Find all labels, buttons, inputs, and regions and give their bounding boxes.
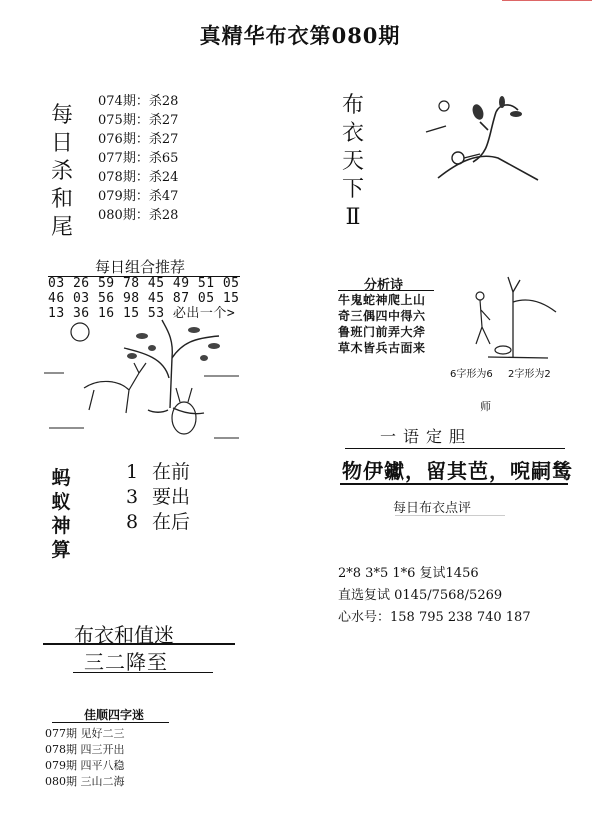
one-word-rule-bottom [340,483,568,485]
page-title: 真精华布衣第080期 [199,23,401,48]
daily-kill-label [48,102,76,242]
label-char: 下 [341,177,364,202]
shi-char: 师 [480,400,491,413]
jiashun-row: 078期 四三开出 [45,743,125,756]
moon-icon [71,323,89,341]
kill-row: 078期：杀24 [98,170,179,185]
tree-icon [438,105,538,180]
label-char: 和 [50,187,73,212]
shensuan-number: 8 [126,511,139,533]
shensuan-number: 1 [126,461,139,483]
analysis-poem-title: 分析诗 [364,278,404,293]
shensuan-text: 要出 [152,486,191,508]
poem-line: 奇三偶四中得六 [338,309,426,323]
tree-icon [488,277,556,358]
poem-line: 鲁班门前弄大斧 [338,325,426,339]
riddle-answer: 三二降至 [84,650,168,674]
recommendation-lines [338,563,531,629]
mayi-shensuan-label [48,466,74,562]
ground-lines [44,373,239,438]
combo-row: 03 26 59 78 45 49 51 05 [48,276,240,291]
jiashun-row: 077期 见好二三 [45,727,125,740]
poem-line: 牛鬼蛇神爬上山 [338,293,426,307]
analysis-poem-rule [338,290,434,291]
kill-row: 074期：杀28 [98,94,179,109]
recommend-line: 心水号：158 795 238 740 187 [338,610,531,625]
shensuan-row [126,485,190,510]
daily-review-title: 每日布衣点评 [393,501,472,516]
person-icon [476,292,511,354]
shensuan-number: 3 [126,486,139,508]
label-char: Ⅱ [345,205,361,230]
poem-line: 草木皆兵古面来 [338,341,426,355]
label-char: 天 [341,149,364,174]
figure-sketch-small [458,272,558,362]
kill-row: 076期：杀27 [98,132,179,147]
figure-sketch [418,92,542,188]
recommend-line: 2*8 3*5 1*6 复试1456 [338,566,479,581]
combo-rows [48,276,240,321]
label-char: 衣 [341,121,364,146]
one-word-text: 物伊钀，留其芭，唲嗣鸶 [342,459,573,483]
kill-row: 077期：杀65 [98,151,179,166]
corner-rule [502,0,592,1]
label-char: 蚁 [51,491,71,513]
jiashun-list [45,726,125,790]
jiashun-row: 079期 四平八稳 [45,759,125,772]
caption-two: 2字形为2 [508,369,551,380]
label-char: 蚂 [51,467,71,489]
rabbit-icon [172,388,196,434]
one-word-rule [345,448,565,449]
shensuan-text: 在后 [152,511,191,533]
riddle-rule [43,643,235,645]
combo-row: 46 03 56 98 45 87 05 15 [48,291,240,306]
shensuan-row [126,510,190,535]
deer-icon [84,363,146,413]
caption-six: 6字形为6 [450,369,493,380]
moon-icon [439,101,449,111]
label-char: 日 [50,131,73,156]
kill-row: 080期：杀28 [98,208,179,223]
daily-kill-list [98,92,178,225]
leaves-icon [471,96,522,121]
kill-row: 079期：杀47 [98,189,179,204]
label-char: 每 [50,103,73,128]
label-char: 布 [341,93,364,118]
combo-heading: 每日组合推荐 [95,258,186,276]
label-char: 尾 [50,215,73,240]
analysis-poem [338,292,426,356]
tree-animals-sketch [44,318,244,448]
jiashun-rule [52,722,169,723]
label-char: 神 [51,515,71,537]
daily-review-rule [395,515,505,516]
buyi-tianxia-label [338,92,368,232]
jiashun-title: 佳顺四字迷 [84,708,145,722]
mayi-shensuan-rows [126,460,190,535]
kill-row: 075期：杀27 [98,113,179,128]
jiashun-row: 080期 三山二海 [45,775,125,788]
recommend-line: 直选复试 0145/7568/5269 [338,588,503,603]
label-char: 杀 [50,159,73,184]
riddle-rule-bottom [73,672,213,673]
shensuan-text: 在前 [152,461,191,483]
combo-row: 13 36 16 15 53 必出一个> [48,306,236,321]
label-char: 算 [51,539,71,561]
one-word-title: 一语定胆 [380,427,473,446]
riddle-title: 布衣和值迷 [74,623,174,647]
shensuan-row [126,460,190,485]
